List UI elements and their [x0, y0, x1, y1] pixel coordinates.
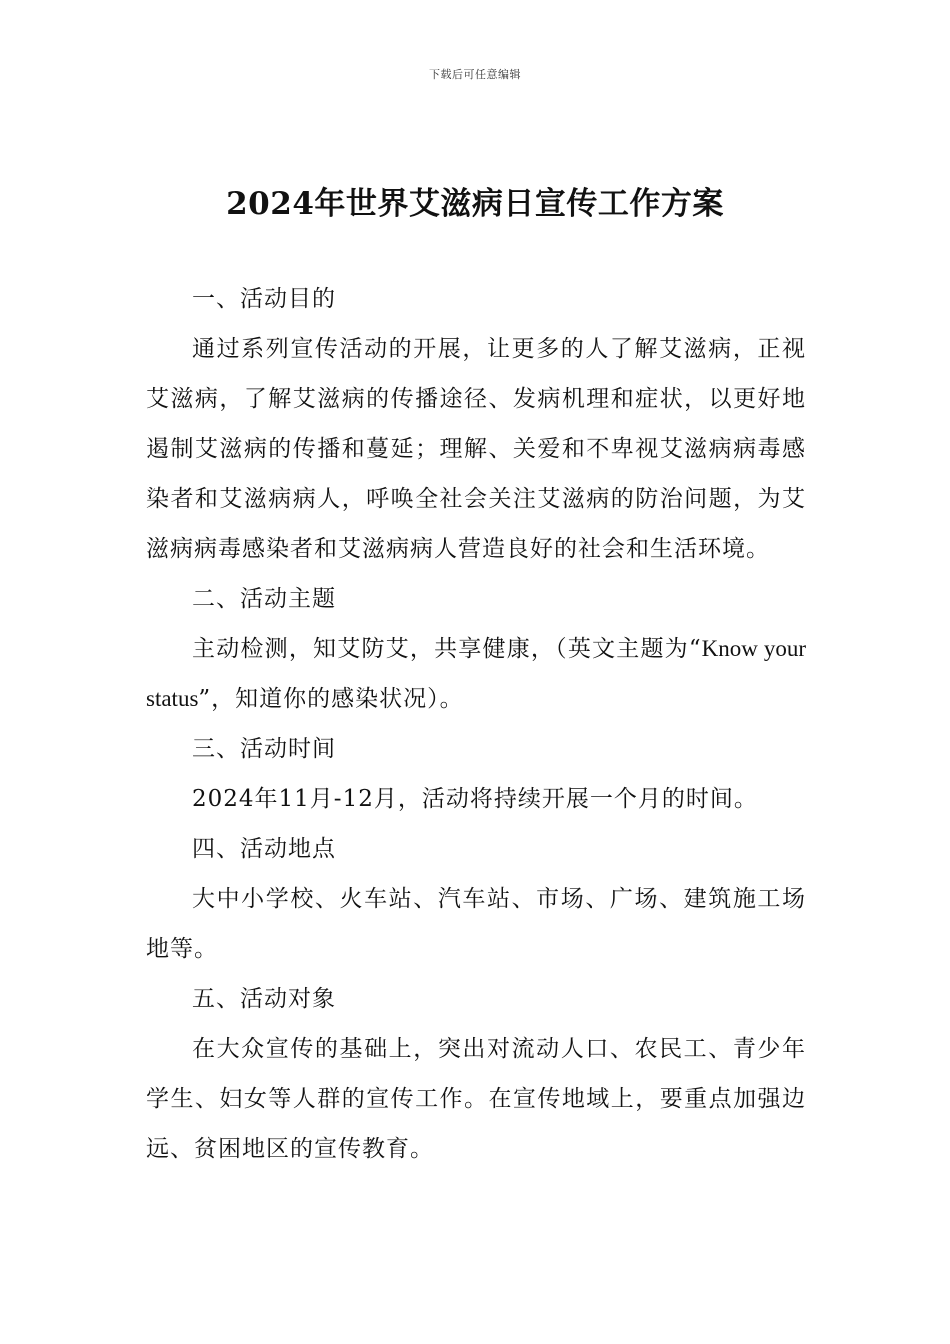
theme-text-part2: ”，知道你的感染状况）。	[198, 686, 464, 712]
section-heading-audience: 五、活动对象	[192, 986, 336, 1012]
document-title: 2024年世界艾滋病日宣传工作方案	[226, 186, 724, 222]
theme-english-text: Know your status	[146, 636, 806, 711]
section-heading-purpose: 一、活动目的	[192, 286, 336, 312]
document-body	[146, 274, 806, 1174]
section-paragraph-audience: 在大众宣传的基础上，突出对流动人口、农民工、青少年学生、妇女等人群的宣传工作。在宣传地域上，要重点加强边远、贫困地区的宣传教育。	[146, 1036, 806, 1162]
section-heading-theme: 二、活动主题	[192, 586, 336, 612]
header-note: 下载后可任意编辑	[429, 68, 521, 81]
section-paragraph-location: 大中小学校、火车站、汽车站、市场、广场、建筑施工场地等。	[146, 886, 806, 962]
section-paragraph-purpose: 通过系列宣传活动的开展，让更多的人了解艾滋病，正视艾滋病，了解艾滋病的传播途径、发病机理和症状，以更好地遏制艾滋病的传播和蔓延；理解、关爱和不卑视艾滋病病毒感染者和艾滋病病人，呼唤全社会关注艾滋病的防治问题，为艾滋病病毒感染者和艾滋病病人营造良好的社会和生活环境。	[146, 336, 806, 562]
section-heading-location: 四、活动地点	[192, 836, 336, 862]
section-heading-time: 三、活动时间	[192, 736, 336, 762]
section-paragraph-theme	[146, 624, 806, 724]
section-paragraph-time: 2024年11月-12月，活动将持续开展一个月的时间。	[192, 786, 758, 812]
theme-text-part1: 主动检测，知艾防艾，共享健康，（英文主题为“	[192, 636, 702, 662]
